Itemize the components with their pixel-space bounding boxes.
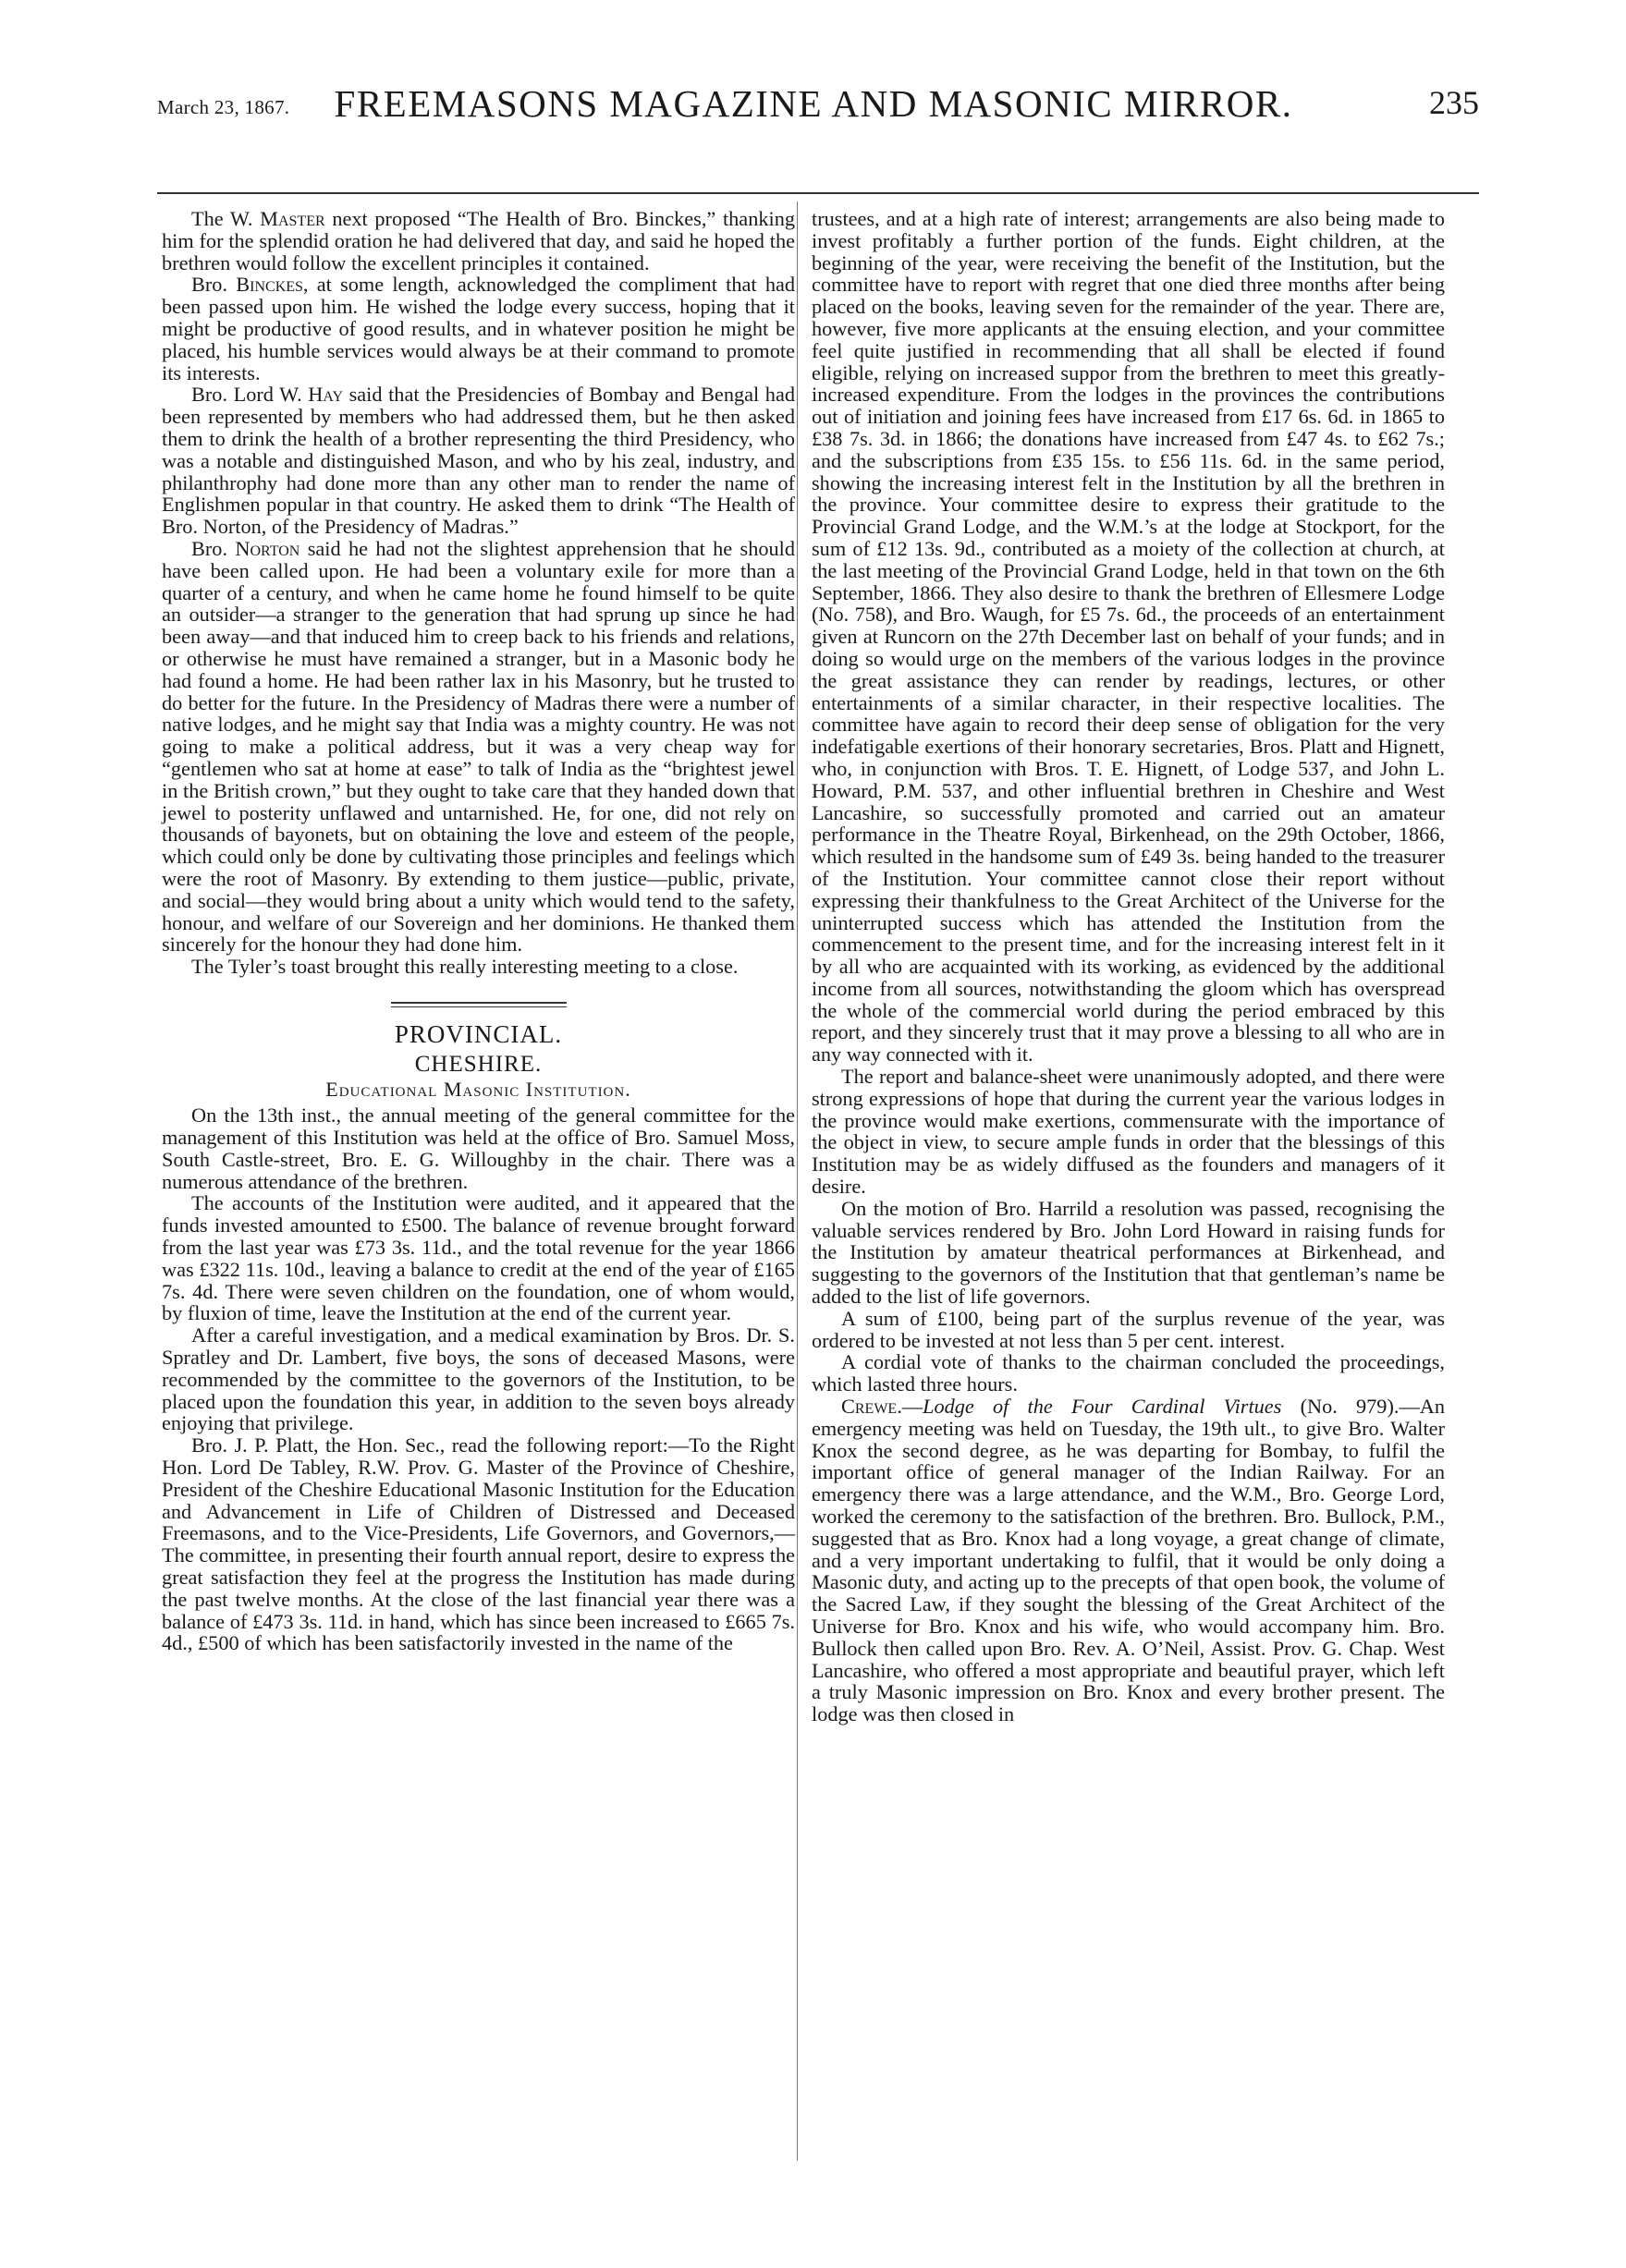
section-heading: PROVINCIAL. [394, 1019, 563, 1048]
column-divider [797, 201, 798, 2161]
page-number: 235 [1429, 84, 1479, 121]
paragraph: The accounts of the Institution were audited, and it appeared that the funds invested amounted to £500. The balance of revenue brought forward from the last year was £73 3s. 11d., and the total revenue for the year 1866 was £322 11s. 10d., leaving a balance to credit at the end of the year of £165 7s. 4d. There were seven children on the foundation, one of whom would, by fluxion of time, leave the Institution at the end of the current year. [162, 1191, 795, 1325]
paragraph: A sum of £100, being part of the surplus revenue of the year, was ordered to be invested at not less than 5 per cent. interest. [812, 1306, 1445, 1352]
paragraph: On the 13th inst., the annual meeting of the general committee for the management of this Institution was held at the office of Bro. Samuel Moss, South Castle-street, Bro. E. G. Willoughby in the chair. There was a numerous attendance of the brethren. [162, 1104, 795, 1193]
subheading: Educational Masonic Institution. [325, 1078, 631, 1102]
right-column [812, 208, 1445, 1725]
page-header [157, 81, 1479, 137]
paragraph: The W. Master next proposed “The Health of Bro. Binckes,” thanking him for the splendid oration he had delivered that day, and said he hoped the brethren would follow the excellent principles it contained. [162, 207, 795, 274]
paragraph: Crewe.—Lodge of the Four Cardinal Virtues (No. 979).—An emergency meeting was held on Tuesday, the 19th ult., to give Bro. Walter Knox the second degree, as he was departing for Bombay, to fulfil the important office of general manager of the Indian Railway. For an emergency there was a large attendance, and the W.M., Bro. George Lord, worked the ceremony to the satisfaction of the brethren. Bro. Bullock, P.M., suggested that as Bro. Knox had a long voyage, a great change of climate, and a very important undertaking to fulfil, that it would be only doing a Masonic duty, and acting up to the precepts of that open book, the volume of the Sacred Law, if they sought the blessing of the Great Architect of the Universe for Bro. Knox and his wife, who would accompany him. Bro. Bullock then called upon Bro. Rev. A. O’Neil, Assist. Prov. G. Chap. West Lancashire, who offered a most appropriate and beautiful prayer, which left a truly Masonic impression on Bro. Knox and every brother present. The lodge was then closed in [812, 1395, 1446, 1726]
paragraph: trustees, and at a high rate of interest; arrangements are also being made to invest profitably a further portion of the funds. Eight children, at the beginning of the year, were receiving the benefit of the Institution, but the committee have to report with regret that one died three months after being placed on the books, leaving seven for the remainder of the year. There are, however, five more applicants at the ensuing election, and your committee feel quite justified in recommending that all shall be elected if found eligible, relying on increased suppor from the brethren to meet this greatly-increased expenditure. From the lodges in the provinces the contributions out of initiation and joining fees have increased from £17 6s. 6d. in 1865 to £38 7s. 3d. in 1866; the donations have increased from £47 4s. to £62 7s.; and the subscriptions from £35 15s. to £56 11s. 6d. in the same period, showing the increasing interest felt in the Institution by all the brethren in the province. Your committee desire to express their gratitude to the Provincial Grand Lodge, and the W.M.’s at the lodge at Stockport, for the sum of £12 13s. 9d., contributed as a moiety of the collection at church, at the last meeting of the Provincial Grand Lodge, held in that town on the 6th September, 1866. They also desire to thank the brethren of Ellesmere Lodge (No. 758), and Bro. Waugh, for £5 7s. 6d., the proceeds of an entertainment given at Runcorn on the 27th December last on behalf of your funds; and in doing so would urge on the members of the various lodges in the province the great assistance they can render by readings, lectures, or other entertainments of a similar character, in their respective localities. The committee have again to record their deep sense of obligation for the very indefatigable exertions of their honorary secretaries, Bros. Platt and Hignett, who, in conjunction with Bros. T. E. Hignett, of Lodge 537, and John L. Howard, P.M. 537, and other influential brethren in Cheshire and West Lancashire, so successfully promoted and carried out an amateur performance in the Theatre Royal, Birkenhead, on the 29th October, 1866, which resulted in the handsome sum of £49 3s. being handed to the treasurer of the Institution. Your committee cannot close their report without expressing their thankfulness to the Great Architect of the Universe for the uninterrupted success which has attended the Institution from the commencement to the present time, and for the increasing interest felt in it by all who are acquainted with its working, as evidenced by the additional income from all sources, notwithstanding the gloom which has overspread the whole of the commercial world during the period embraced by this report, and they sincerely trust that it may prove a blessing to all who are in any way connected with it. [812, 207, 1445, 1067]
masthead-title: FREEMASONS MAGAZINE AND MASONIC MIRROR. [334, 82, 1293, 125]
paragraph: A cordial vote of thanks to the chairman concluded the proceedings, which lasted three hours. [812, 1350, 1445, 1396]
paragraph: Bro. Norton said he had not the slightest apprehension that he should have been called upon. He had been a voluntary exile for more than a quarter of a century, and when he came home he found himself to be quite an outsider—a stranger to the generation that had sprung up since he had been away—and that induced him to creep back to his friends and relations, or otherwise he must have remained a stranger, but in a Masonic body he had found a home. He had been rather lax in his Masonry, but he trusted to do better for the future. In the Presidency of Madras there were a number of native lodges, and he might say that India was a mighty country. He was not going to make a political address, but it was a very cheap way for “gentlemen who sat at home at ease” to talk of India as the “brightest jewel in the British crown,” but they ought to take care that they handed down that jewel to posterity unflawed and untarnished. He, for one, did not rely on thousands of bayonets, but on obtaining the love and esteem of the people, which could only be done by cultivating those principles and feelings which were the root of Masonry. By extending to them justice—public, private, and social—they would bring about a unity which would tend to the safety, honour, and welfare of our Sovereign and her dominions. He thanked them sincerely for the honour they had done him. [162, 536, 796, 957]
paragraph: After a careful investigation, and a medical examination by Bros. Dr. S. Spratley and Dr. Lambert, five boys, the sons of deceased Masons, were recommended by the committee to the governors of the Institution, to be placed upon the foundation this year, in addition to the seven boys already enjoying that privilege. [162, 1323, 795, 1435]
paragraph: On the motion of Bro. Harrild a resolution was passed, recognising the valuable services rendered by Bro. John Lord Howard in raising funds for the Institution by amateur theatrical performances at Birkenhead, and suggesting to the governors of the Institution that that gentleman’s name be added to the list of life governors. [812, 1196, 1445, 1309]
issue-date: March 23, 1867. [157, 96, 290, 118]
paragraph: Bro. J. P. Platt, the Hon. Sec., read the following report:—To the Right Hon. Lord De Tabley, R.W. Prov. G. Master of the Province of Cheshire, President of the Cheshire Educational Masonic Institution for the Education and Advancement in Life of Children of Distressed and Deceased Freemasons, and to the Vice-Presidents, Life Governors, and Governors,—The committee, in presenting their fourth annual report, desire to express the great satisfaction they feel at the progress the Institution has made during the past twelve months. At the close of the last financial year there was a balance of £473 3s. 11d. in hand, which has since been increased to £665 7s. 4d., £500 of which has been satisfactorily invested in the name of the [162, 1433, 795, 1655]
paragraph: Bro. Binckes, at some length, acknowledged the compliment that had been passed upon him. He wished the lodge every success, hoping that it might be productive of good results, and in whatever position he might be placed, his humble services would always be at their command to promote its interests. [162, 273, 796, 384]
left-column [162, 208, 795, 1654]
header-rule [157, 192, 1479, 194]
county-heading: CHESHIRE. [414, 1051, 543, 1077]
paragraph: The Tyler’s toast brought this really interesting meeting to a close. [191, 955, 739, 979]
paragraph: The report and balance-sheet were unanimously adopted, and there were strong expressions of hope that during the current year the various lodges in the province would make exertions, commensurate with the importance of the object in view, to secure ample funds in order that the blessings of this Institution may be as widely diffused as the founders and managers of it desire. [812, 1065, 1445, 1199]
paragraph: Bro. Lord W. Hay said that the Presidencies of Bombay and Bengal had been represented by members who had addressed them, but he then asked them to drink the health of a brother representing the third Presidency, who was a notable and distinguished Mason, and who by his zeal, industry, and philanthrophy had done more than any other man to render the name of Englishmen popular in that country. He asked them to drink “The Health of Bro. Norton, of the Presidency of Madras.” [162, 383, 795, 539]
section-separator [391, 1002, 567, 1007]
